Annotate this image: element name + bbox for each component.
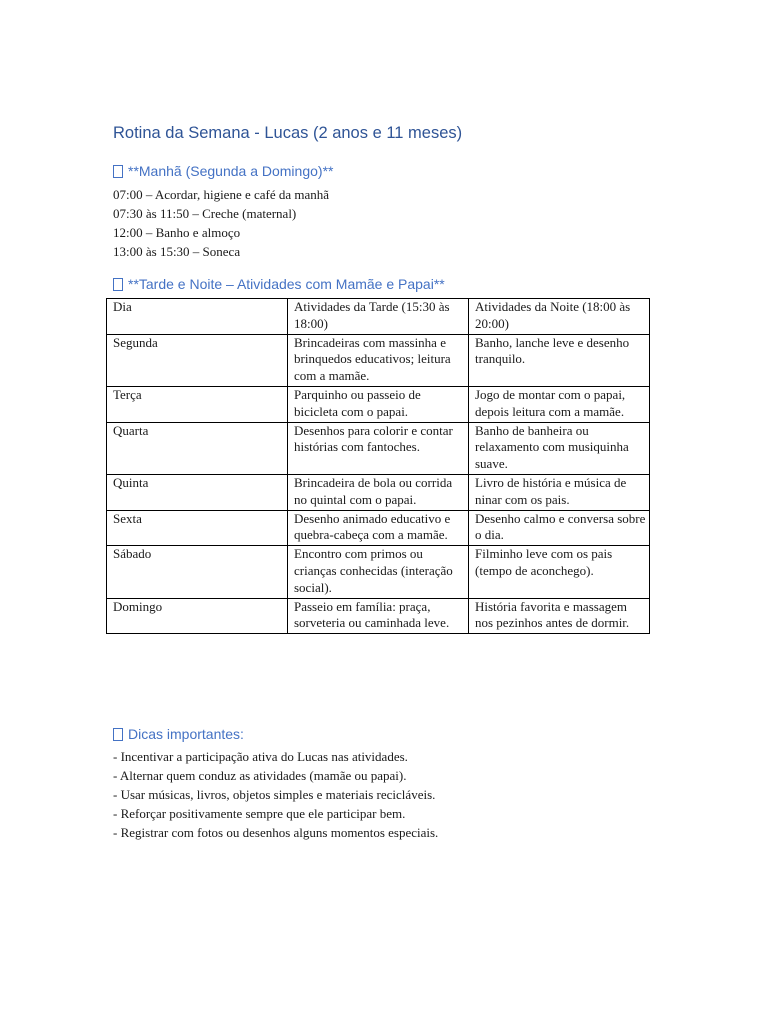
document-title: Rotina da Semana - Lucas (2 anos e 11 meses) [113, 124, 463, 142]
tips-list [113, 747, 438, 842]
night-activity-cell: Banho de banheira ou relaxamento com musiquinha suave. [469, 422, 650, 474]
afternoon-activity-cell: Desenho animado educativo e quebra-cabeça com a mamãe. [288, 510, 469, 546]
header-cell-day: Dia [107, 299, 288, 335]
missing-glyph-box-icon [113, 728, 123, 741]
day-cell: Terça [107, 386, 288, 422]
day-cell: Domingo [107, 598, 288, 634]
missing-glyph-box-icon [113, 165, 123, 178]
schedule-item: 07:00 – Acordar, higiene e café da manhã [113, 187, 330, 202]
night-activity-cell: Filminho leve com os pais (tempo de aconchego). [469, 546, 650, 598]
afternoon-activity-cell: Encontro com primos ou crianças conhecidas (interação social). [288, 546, 469, 598]
tips-heading [113, 726, 244, 742]
schedule-item: 07:30 às 11:50 – Creche (maternal) [113, 206, 297, 221]
afternoon-activity-cell: Desenhos para colorir e contar histórias com fantoches. [288, 422, 469, 474]
tips-heading-text: Dicas importantes: [128, 726, 244, 742]
night-activity-cell: Livro de história e música de ninar com os pais. [469, 474, 650, 510]
tip-item: - Usar músicas, livros, objetos simples e materiais recicláveis. [113, 787, 436, 802]
day-cell: Sábado [107, 546, 288, 598]
table-row [107, 546, 650, 598]
afternoon-activity-cell: Brincadeira de bola ou corrida no quintal com o papai. [288, 474, 469, 510]
header-cell-night: Atividades da Noite (18:00 às 20:00) [469, 299, 650, 335]
table-row [107, 386, 650, 422]
afternoon-activity-cell: Brincadeiras com massinha e brinquedos educativos; leitura com a mamãe. [288, 334, 469, 386]
table-row [107, 334, 650, 386]
night-activity-cell: Jogo de montar com o papai, depois leitura com a mamãe. [469, 386, 650, 422]
table-row [107, 474, 650, 510]
tip-item: - Reforçar positivamente sempre que ele participar bem. [113, 806, 406, 821]
afternoon-activity-cell: Parquinho ou passeio de bicicleta com o papai. [288, 386, 469, 422]
table-row [107, 510, 650, 546]
tip-item: - Incentivar a participação ativa do Lucas nas atividades. [113, 749, 408, 764]
night-activity-cell: Desenho calmo e conversa sobre o dia. [469, 510, 650, 546]
activities-table [106, 298, 650, 634]
schedule-item: 13:00 às 15:30 – Soneca [113, 244, 241, 259]
night-activity-cell: Banho, lanche leve e desenho tranquilo. [469, 334, 650, 386]
table-row [107, 422, 650, 474]
afternoon-heading [113, 276, 445, 292]
tip-item: - Registrar com fotos ou desenhos alguns momentos especiais. [113, 825, 439, 840]
afternoon-activity-cell: Passeio em família: praça, sorveteria ou caminhada leve. [288, 598, 469, 634]
table-header-row [107, 299, 650, 335]
morning-schedule-list [113, 185, 329, 261]
morning-heading-text: **Manhã (Segunda a Domingo)** [128, 163, 334, 179]
morning-heading [113, 163, 333, 179]
table-row [107, 598, 650, 634]
day-cell: Quarta [107, 422, 288, 474]
night-activity-cell: História favorita e massagem nos pezinhos antes de dormir. [469, 598, 650, 634]
day-cell: Segunda [107, 334, 288, 386]
header-cell-afternoon: Atividades da Tarde (15:30 às 18:00) [288, 299, 469, 335]
schedule-item: 12:00 – Banho e almoço [113, 225, 241, 240]
afternoon-heading-text: **Tarde e Noite – Atividades com Mamãe e Papai** [128, 276, 445, 292]
day-cell: Sexta [107, 510, 288, 546]
tip-item: - Alternar quem conduz as atividades (mamãe ou papai). [113, 768, 407, 783]
day-cell: Quinta [107, 474, 288, 510]
missing-glyph-box-icon [113, 278, 123, 291]
